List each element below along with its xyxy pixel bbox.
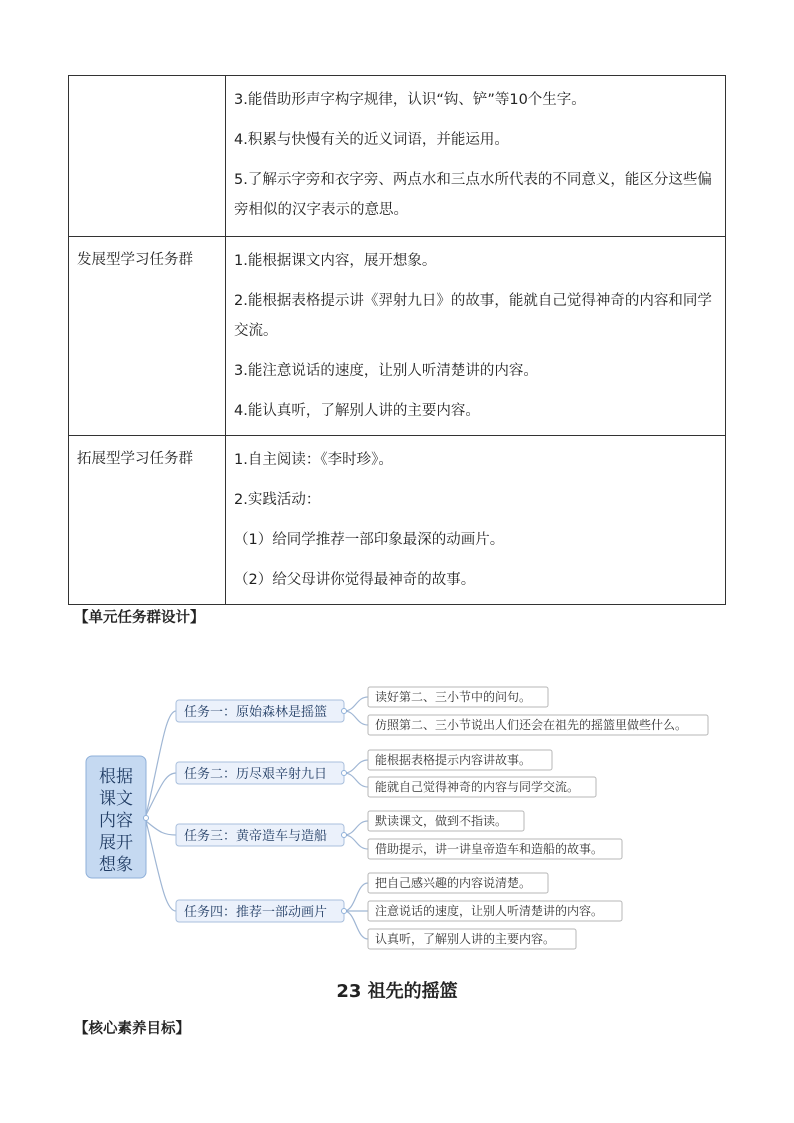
root-line: 想象: [99, 855, 133, 875]
connector: [344, 911, 368, 939]
row-label: 发展型学习任务群: [69, 237, 226, 436]
root-node: [86, 756, 149, 878]
lesson-title: 23 祖先的摇篮: [336, 981, 458, 1002]
root-line: 展开: [99, 833, 133, 853]
task-label: 任务三：黄帝造车与造船: [184, 829, 328, 844]
connector: [344, 883, 368, 911]
leaf-text: 借助提示，讲一讲皇帝造车和造船的故事。: [375, 842, 604, 856]
goal-line: 1.能根据课文内容，展开想象。: [234, 253, 437, 269]
connector: [344, 835, 368, 849]
leaf-text: 认真听，了解别人讲的主要内容。: [375, 932, 556, 946]
leaf-text: 能就自己觉得神奇的内容与同学交流。: [375, 780, 580, 794]
connector: [344, 773, 368, 787]
goals-table: [68, 75, 726, 605]
root-line: 内容: [99, 811, 133, 831]
root-line: 根据: [99, 767, 133, 787]
row-content: [226, 76, 726, 237]
task-label: 任务二：历尽艰辛射九日: [184, 767, 328, 782]
collapse-dot-icon: [342, 909, 347, 914]
table-row: [69, 237, 726, 436]
collapse-dot-icon: [342, 833, 347, 838]
task-label: 任务四：推荐一部动画片: [184, 905, 328, 920]
connector: [344, 821, 368, 835]
task-node-1[interactable]: [176, 700, 347, 722]
leaf-text: 读好第二、三小节中的问句。: [375, 690, 532, 704]
leaf-nodes: [368, 687, 708, 949]
task-node-3[interactable]: [176, 824, 347, 846]
table-row: [69, 76, 726, 237]
goal-line: 3.能借助形声字构字规律，认识“钩、铲”等10个生字。: [234, 92, 586, 108]
row-content: [226, 237, 726, 436]
goal-line: 4.能认真听，了解别人讲的主要内容。: [234, 403, 480, 419]
mindmap: [80, 678, 720, 954]
leaf-text: 把自己感兴趣的内容说清楚。: [375, 876, 532, 890]
row-label: [69, 76, 226, 237]
goal-line: 2.能根据表格提示讲《羿射九日》的故事，能就自己觉得神奇的内容和同学交流。: [234, 293, 712, 339]
core-goals-heading: 【核心素养目标】: [74, 1021, 190, 1037]
goal-line: 1.自主阅读：《李时珍》。: [234, 452, 393, 468]
task-node-4[interactable]: [176, 900, 347, 922]
connector: [146, 711, 176, 815]
leaf-text: 默读课文，做到不指读。: [375, 814, 508, 828]
leaf-text: 仿照第二、三小节说出人们还会在祖先的摇篮里做些什么。: [375, 718, 688, 732]
connector: [344, 697, 368, 711]
collapse-dot-icon: [144, 816, 149, 821]
connector: [344, 711, 368, 725]
leaf-text: 能根据表格提示内容讲故事。: [375, 753, 532, 767]
goal-line: 5.了解示字旁和衣字旁、两点水和三点水所代表的不同意义，能区分这些偏旁相似的汉字表示的意思。: [234, 172, 712, 218]
goal-line: （1）给同学推荐一部印象最深的动画片。: [234, 532, 505, 548]
root-line: 课文: [99, 789, 133, 809]
leaf-text: 注意说话的速度，让别人听清楚讲的内容。: [375, 904, 604, 918]
goal-line: 4.积累与快慢有关的近义词语，并能运用。: [234, 132, 509, 148]
row-label: 拓展型学习任务群: [69, 436, 226, 605]
goal-line: 2.实践活动：: [234, 492, 321, 508]
unit-design-heading: 【单元任务群设计】: [74, 610, 205, 626]
collapse-dot-icon: [342, 771, 347, 776]
task-label: 任务一：原始森林是摇篮: [184, 705, 328, 720]
connector: [344, 760, 368, 773]
task-node-2[interactable]: [176, 762, 347, 784]
goal-line: 3.能注意说话的速度，让别人听清楚讲的内容。: [234, 363, 538, 379]
row-content: [226, 436, 726, 605]
collapse-dot-icon: [342, 709, 347, 714]
goal-line: （2）给父母讲你觉得最神奇的故事。: [234, 572, 476, 588]
connector: [146, 821, 176, 835]
table-row: [69, 436, 726, 605]
